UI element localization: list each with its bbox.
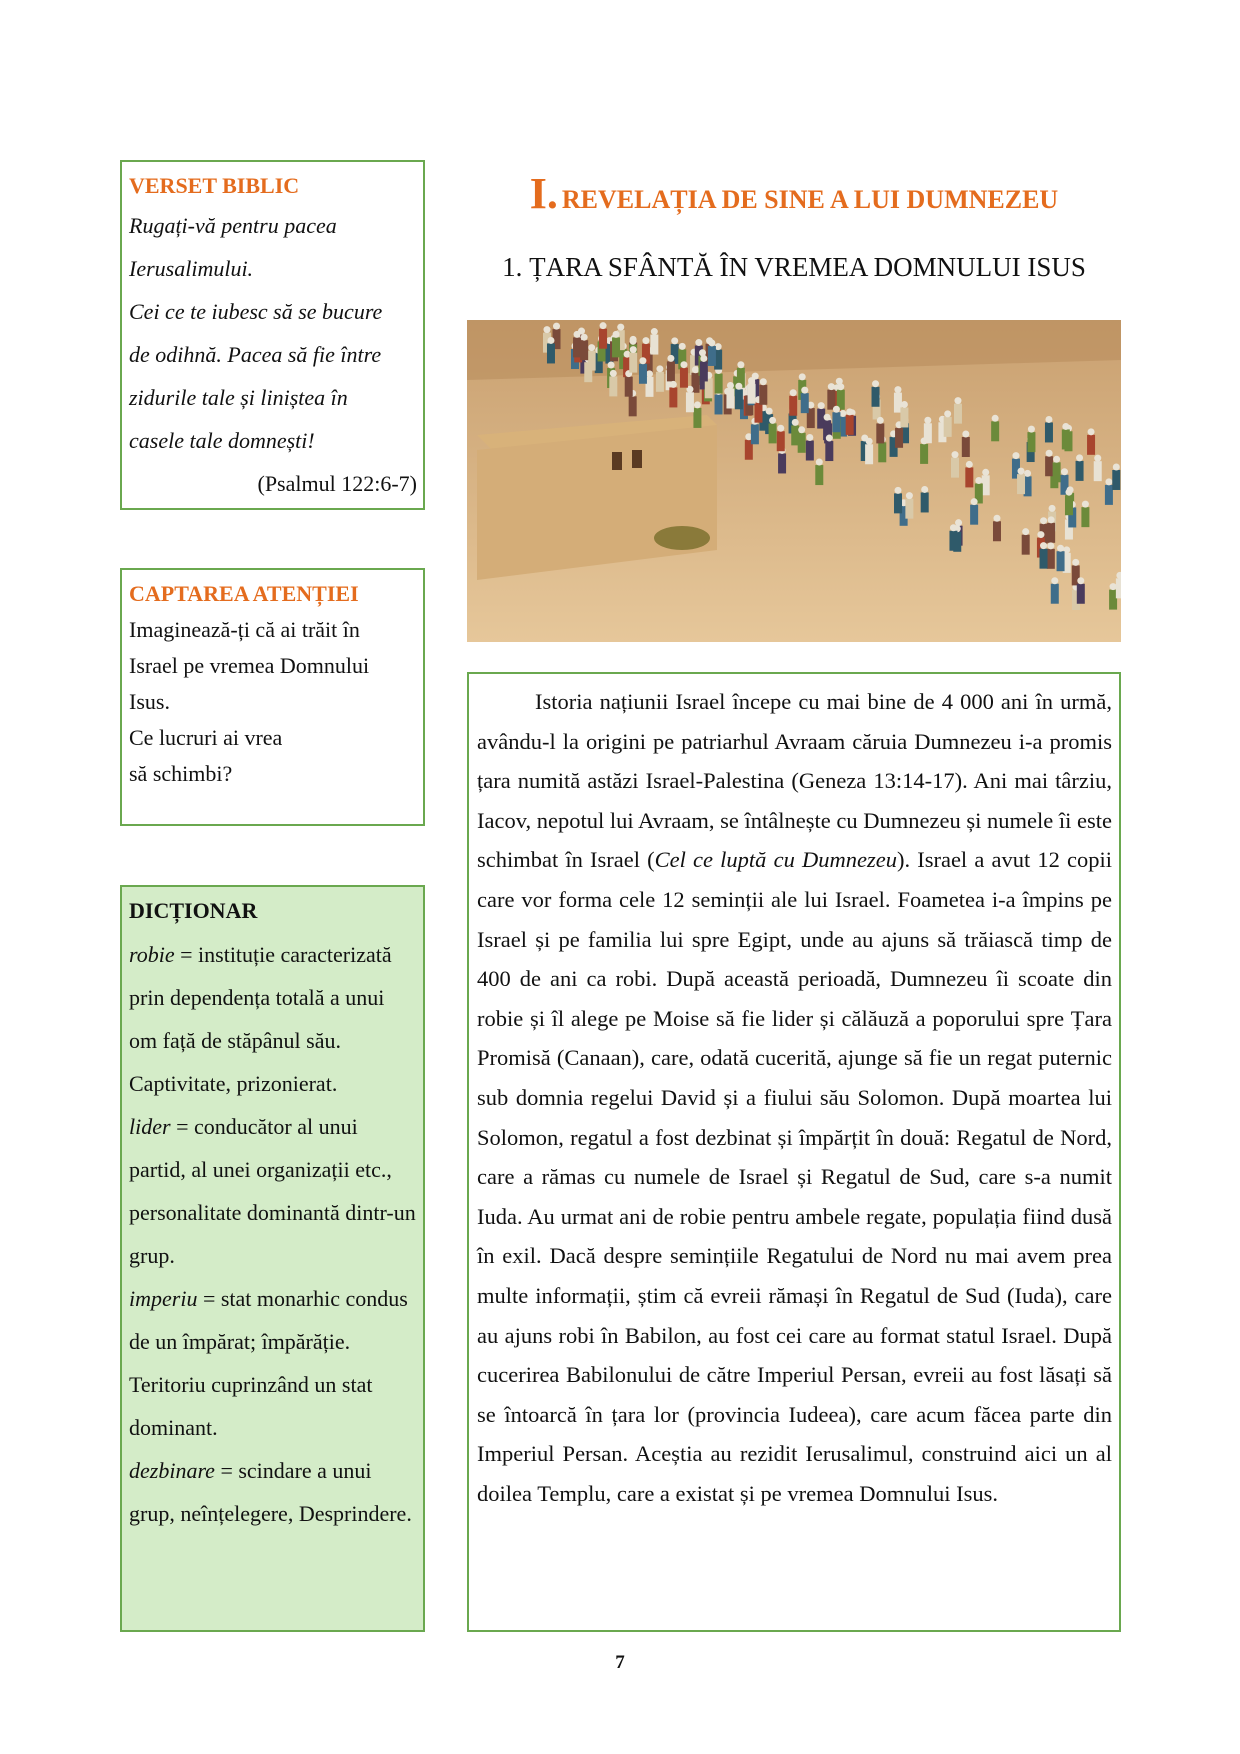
crowd-figure <box>573 337 581 357</box>
verse-line: Cei ce te iubesc să se bucure <box>129 299 383 324</box>
crowd-head <box>806 434 813 441</box>
crowd-illustration <box>467 320 1121 642</box>
crowd-head <box>694 401 701 408</box>
crowd-figure <box>759 385 767 405</box>
crowd-head <box>839 410 846 417</box>
crowd-head <box>895 487 902 494</box>
verse-line: casele tale domnești! <box>129 428 315 453</box>
crowd-figure <box>1094 461 1102 481</box>
crowd-head <box>944 410 951 417</box>
dictionary-entry <box>129 1105 417 1277</box>
dictionary-term: lider <box>129 1114 171 1139</box>
crowd-head <box>1110 583 1117 590</box>
crowd-head <box>801 387 808 394</box>
crowd-head <box>1022 528 1029 535</box>
crowd-head <box>708 339 715 346</box>
dictionary-heading: DICȚIONAR <box>129 898 258 923</box>
crowd-head <box>766 408 773 415</box>
crowd-figure <box>1112 470 1120 490</box>
crowd-head <box>1088 428 1095 435</box>
story-text: Istoria națiunii Israel începe cu mai bine de 4 000 ani în urmă, avându-l la origini pe patriarhul Avraam căruia Dumnezeu i-a promis țara numită astăzi Israel-Palestina (Geneza 13:14-17). Ani mai târziu, Iacov, nepotul lui Avraam, se întâlnește cu Dumnezeu și numele îi este schimbat în Israel ( <box>477 689 1112 873</box>
crowd-figure <box>1047 523 1055 543</box>
crowd-head <box>816 459 823 466</box>
crowd-figure <box>754 403 762 423</box>
attention-line: Imaginează-ți că ai trăit în <box>129 617 360 642</box>
verse-heading: VERSET BIBLIC <box>129 173 300 198</box>
dictionary-definition: = conducător al unui partid, al unei organizații etc., personalitate dominantă dintr-un grup. <box>129 1114 416 1268</box>
crowd-head <box>799 373 806 380</box>
crowd-head <box>950 524 957 531</box>
crowd-figure <box>895 428 903 448</box>
crowd-head <box>1051 577 1058 584</box>
crowd-figure <box>629 396 637 416</box>
crowd-head <box>547 337 554 344</box>
crowd-figure <box>612 337 620 357</box>
crowd-head <box>1037 531 1044 538</box>
crowd-figure <box>789 396 797 416</box>
crowd-head <box>798 426 805 433</box>
crowd-figure <box>993 521 1001 541</box>
crowd-head <box>962 430 969 437</box>
crowd-head <box>1028 426 1035 433</box>
crowd-figure <box>1045 456 1053 476</box>
crowd-head <box>1113 463 1120 470</box>
crowd-figure <box>965 467 973 487</box>
crowd-figure <box>669 387 677 407</box>
crowd-figure <box>650 335 658 355</box>
dictionary-entry <box>129 1449 417 1535</box>
crowd-figure <box>798 433 806 453</box>
crowd-figure <box>1027 432 1035 452</box>
crowd-head <box>1040 517 1047 524</box>
crowd-head <box>735 383 742 390</box>
crowd-figure <box>944 417 952 437</box>
verse-line: Rugați-vă pentru pacea <box>129 213 337 238</box>
crowd-figure <box>1051 584 1059 604</box>
crowd-figure <box>547 343 555 363</box>
crowd-head <box>824 414 831 421</box>
crowd-figure <box>1045 422 1053 442</box>
crowd-head <box>954 397 961 404</box>
attention-box <box>120 568 425 826</box>
crowd-head <box>737 361 744 368</box>
crowd-figure <box>599 329 607 349</box>
crowd-head <box>924 417 931 424</box>
crowd-figure <box>1087 435 1095 455</box>
crowd-head <box>610 370 617 377</box>
crowd-figure <box>1076 461 1084 481</box>
crowd-figure <box>1062 429 1070 449</box>
crowd-head <box>1082 501 1089 508</box>
crowd-head <box>543 326 550 333</box>
crowd-head <box>1062 423 1069 430</box>
crowd-figure <box>949 531 957 551</box>
chapter-title-text: REVELAȚIA DE SINE A LUI DUMNEZEU <box>561 185 1059 214</box>
crowd-figure <box>846 415 854 435</box>
crowd-figure <box>708 346 716 366</box>
crowd-head <box>777 425 784 432</box>
crowd-head <box>833 406 840 413</box>
crowd-head <box>588 344 595 351</box>
crowd-figure <box>1105 485 1113 505</box>
crowd-head <box>901 401 908 408</box>
crowd-figure <box>693 408 701 428</box>
crowd-head <box>630 346 637 353</box>
crowd-figure <box>878 442 886 462</box>
crowd-head <box>642 337 649 344</box>
page-number: 7 <box>615 1652 625 1673</box>
crowd-head <box>670 381 677 388</box>
crowd-figure <box>1053 462 1061 482</box>
crowd-figure <box>680 368 688 388</box>
crowd-figure <box>1040 549 1048 569</box>
crowd-figure <box>769 423 777 443</box>
crowd-figure <box>921 492 929 512</box>
crowd-figure <box>667 361 675 381</box>
crowd-head <box>1057 545 1064 552</box>
crowd-figure <box>639 364 647 384</box>
crowd-head <box>1076 454 1083 461</box>
crowd-figure <box>1022 535 1030 555</box>
crowd-head <box>1048 516 1055 523</box>
crowd-figure <box>1077 584 1085 604</box>
verse-box <box>120 160 425 510</box>
crowd-figure <box>629 353 637 373</box>
crowd-figure <box>876 423 884 443</box>
crowd-figure <box>872 387 880 407</box>
crowd-figure <box>625 377 633 397</box>
crowd-figure <box>1057 551 1065 571</box>
crowd-figure <box>735 389 743 409</box>
crowd-head <box>982 469 989 476</box>
crowd-head <box>1018 468 1025 475</box>
crowd-head <box>679 343 686 350</box>
crowd-figure <box>924 423 932 443</box>
crowd-figure <box>865 444 873 464</box>
crowd-figure <box>715 374 723 394</box>
attention-line: Isus. <box>129 689 170 714</box>
crowd-head <box>818 402 825 409</box>
attention-heading: CAPTAREA ATENȚIEI <box>129 581 359 606</box>
attention-line: Ce lucruri ai vrea <box>129 725 283 750</box>
crowd-head <box>872 380 879 387</box>
crowd-head <box>992 415 999 422</box>
crowd-figure <box>825 441 833 461</box>
crowd-head <box>993 515 1000 522</box>
dictionary-term: imperiu <box>129 1286 198 1311</box>
attention-line: Israel pe vremea Domnului <box>129 653 370 678</box>
story-paragraph <box>477 682 1112 1513</box>
crowd-figure <box>920 444 928 464</box>
crowd-figure <box>801 393 809 413</box>
crowd-head <box>1094 455 1101 462</box>
dictionary-term: robie <box>129 942 175 967</box>
verse-line: de odihnă. Pacea să fie între <box>129 342 382 367</box>
crowd-figure <box>832 412 840 432</box>
crowd-head <box>952 451 959 458</box>
chapter-title <box>467 168 1121 219</box>
crowd-head <box>1053 456 1060 463</box>
crowd-figure <box>726 388 734 408</box>
crowd-head <box>1040 542 1047 549</box>
story-text: ). Israel a avut 12 copii care vor forma cele 12 seminții ale lui Israel. Foametea i-a împins pe Israel și pe familia lui spre Egipt, unde au ajuns să trăiască timp de 400 de ani ca robi. După această perioadă, Dumnezeu îi scoate din robie și îl alege pe Moise să fie lider și călăuză a poporului spre Țara Promisă (Canaan), care, odată cucerită, ajunge să fie un regat puternic sub domnia regelui David și a fiului său Solomon. După moartea lui Solomon, regatul a fost dezbinat și împărțit în două: Regatul de Nord, care a rămas cu numele de Israel și Regatul de Sud, care s-a numit Iuda. Au urmat ani de robie pentru ambele regate, populația fiind dusă în exil. Dacă despre semințiile Regatului de Nord nu mai avem prea multe informații, știm că evreii rămași în Regatul de Sud (Iuda), care au ajuns robi în Babilon, au fost cei care au format statul Israel. După cucerirea Babilonului de către Imperiul Persan, evreii au fost lăsați să se întoarcă în țara lor (provincia Iudeea), care acum făcea parte din Imperiul Persan. Aceștia au rezidit Ierusalimul, construind aici un al doilea Templu, care a existat și pe vremea Domnului Isus. <box>477 847 1113 1506</box>
crowd-head <box>617 324 624 331</box>
crowd-figure <box>778 453 786 473</box>
crowd-figure <box>777 431 785 451</box>
crowd-head <box>667 355 674 362</box>
crowd-head <box>955 519 962 526</box>
crowd-head <box>574 331 581 338</box>
crowd-figure <box>1065 495 1073 515</box>
crowd-head <box>630 338 637 345</box>
crowd-head <box>792 419 799 426</box>
verse-line: zidurile tale și liniștea în <box>129 385 348 410</box>
crowd-head <box>866 438 873 445</box>
crowd-figure <box>609 376 617 396</box>
dictionary-definition: = instituție caracterizată prin dependența totală a unui om față de stăpânul său. Captivitate, prizonierat. <box>129 942 392 1096</box>
crowd-figure <box>982 475 990 495</box>
crowd-head <box>656 365 663 372</box>
crowd-head <box>975 477 982 484</box>
crowd-figure <box>748 384 756 404</box>
crowd-head <box>695 339 702 346</box>
crowd-head <box>1046 450 1053 457</box>
crowd-figure <box>656 372 664 392</box>
dictionary-box <box>120 885 425 1632</box>
crowd-head <box>1105 478 1112 485</box>
crowd-figure <box>580 340 588 360</box>
crowd-head <box>846 408 853 415</box>
crowd-head <box>826 435 833 442</box>
crowd-head <box>1024 470 1031 477</box>
dictionary-entry <box>129 1277 417 1449</box>
crowd-head <box>837 383 844 390</box>
crowd-figure <box>700 361 708 381</box>
crowd-head <box>1061 468 1068 475</box>
crowd-head <box>790 389 797 396</box>
crowd-figure <box>715 394 723 414</box>
crowd-figure <box>970 505 978 525</box>
crowd-head <box>760 378 767 385</box>
dictionary-definition: = stat monarhic condus de un împărat; împărăție. Teritoriu cuprinzând un stat dominant. <box>129 1286 408 1440</box>
crowd-head <box>581 334 588 341</box>
crowd-head <box>894 386 901 393</box>
crowd-figure <box>894 493 902 513</box>
crowd-figure <box>751 424 759 444</box>
crowd-figure <box>954 404 962 424</box>
crowd-head <box>639 357 646 364</box>
crowd-head <box>700 355 707 362</box>
crowd-figure <box>815 465 823 485</box>
crowd-figure <box>900 407 908 427</box>
story-box <box>467 672 1121 1632</box>
crowd-figure <box>1081 507 1089 527</box>
crowd-head <box>1049 505 1056 512</box>
crowd-figure <box>951 458 959 478</box>
crowd-head <box>1012 452 1019 459</box>
crowd-head <box>748 377 755 384</box>
attention-line: să schimbi? <box>129 761 233 786</box>
crowd-head <box>1072 559 1079 566</box>
chapter-number: I. <box>529 169 558 218</box>
crowd-figure <box>686 392 694 412</box>
crowd-figure <box>806 441 814 461</box>
crowd-head <box>906 492 913 499</box>
lesson-title: 1. ȚARA SFÂNTĂ ÎN VREMEA DOMNULUI ISUS <box>502 252 1086 282</box>
crowd-head <box>613 331 620 338</box>
crowd-head <box>769 417 776 424</box>
crowd-head <box>727 382 734 389</box>
crowd-head <box>671 337 678 344</box>
crowd-figure <box>991 421 999 441</box>
crowd-head <box>1045 416 1052 423</box>
crowd-figure <box>962 437 970 457</box>
crowd-head <box>1047 542 1054 549</box>
crowd-head <box>1065 489 1072 496</box>
crowd-figure <box>905 499 913 519</box>
crowd-head <box>1077 577 1084 584</box>
dictionary-term: dezbinare <box>129 1458 215 1483</box>
crowd-head <box>828 383 835 390</box>
crowd-figure <box>588 351 596 371</box>
dictionary-definition: = scindare a unui grup, neînțelegere, Desprindere. <box>129 1458 412 1526</box>
crowd-figure <box>1047 549 1055 569</box>
story-italic: Cel ce luptă cu Dumnezeu <box>654 847 897 873</box>
crowd-head <box>680 361 687 368</box>
crowd-head <box>553 323 560 330</box>
crowd-head <box>608 362 615 369</box>
crowd-head <box>692 366 699 373</box>
crowd-head <box>646 370 653 377</box>
crowd-head <box>921 486 928 493</box>
crowd-head <box>651 328 658 335</box>
crowd-head <box>600 322 607 329</box>
crowd-figure <box>1017 474 1025 494</box>
verse-line: Ierusalimului. <box>129 256 254 281</box>
crowd-head <box>877 417 884 424</box>
crowd-head <box>966 461 973 468</box>
crowd-head <box>971 498 978 505</box>
crowd-figure <box>1116 578 1121 598</box>
verse-reference: (Psalmul 122:6-7) <box>257 471 417 496</box>
dictionary-entry <box>129 933 417 1105</box>
